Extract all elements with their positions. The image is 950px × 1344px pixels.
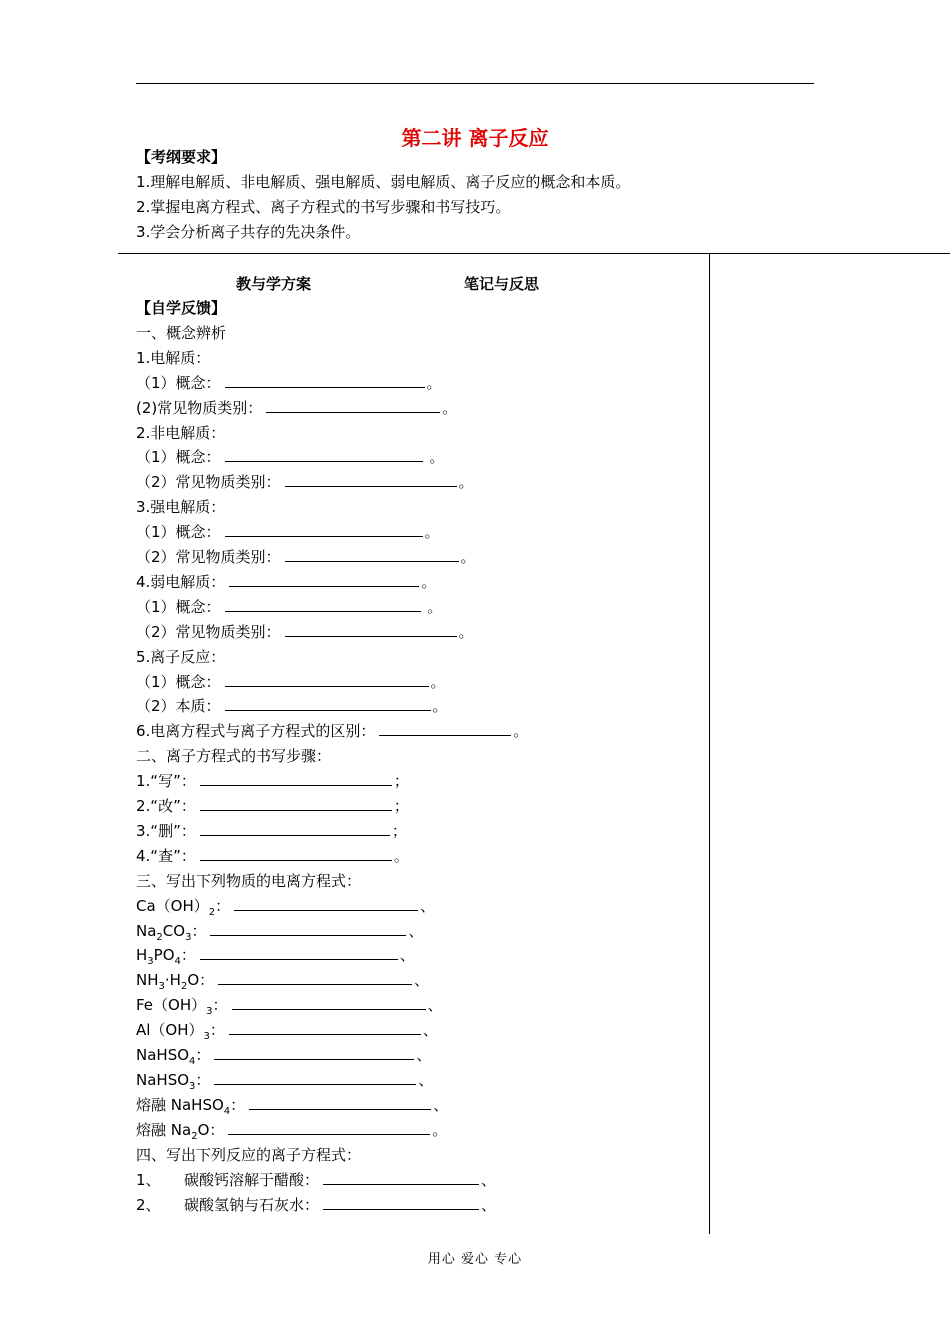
formula-part: 熔融 NaHSO bbox=[136, 1096, 224, 1114]
line-label: 碳酸氢钠与石灰水： bbox=[184, 1196, 320, 1214]
line-end: 。 bbox=[426, 374, 442, 392]
answer-blank[interactable] bbox=[200, 820, 390, 836]
requirement-item bbox=[136, 171, 630, 193]
concept-line bbox=[136, 372, 442, 394]
line-end: ； bbox=[391, 822, 407, 840]
formula-part: O： bbox=[197, 1121, 225, 1139]
line-end: 。 bbox=[424, 523, 440, 541]
line-label: 碳酸钙溶解于醋酸： bbox=[184, 1171, 320, 1189]
answer-blank[interactable] bbox=[266, 397, 440, 413]
line-end: 。 bbox=[424, 448, 445, 466]
section-heading bbox=[136, 1144, 361, 1166]
line-label: （1）概念： bbox=[136, 523, 221, 541]
formula-part: ： bbox=[195, 1046, 211, 1064]
line-label: （2）常见物质类别： bbox=[136, 548, 281, 566]
formula-subscript: 2 bbox=[156, 932, 163, 943]
section-heading-text: 三、写出下列物质的电离方程式： bbox=[136, 872, 362, 890]
line-end: 。 bbox=[430, 673, 446, 691]
requirement-item bbox=[136, 221, 360, 243]
line-end: 。 bbox=[422, 598, 443, 616]
answer-blank[interactable] bbox=[200, 795, 392, 811]
line-end: 。 bbox=[513, 722, 529, 740]
section-rule bbox=[118, 253, 950, 254]
reaction-number: 1、 bbox=[136, 1171, 161, 1189]
formula-part: NaHSO bbox=[136, 1071, 190, 1089]
answer-blank[interactable] bbox=[225, 446, 423, 462]
step-line bbox=[136, 770, 409, 792]
answer-blank[interactable] bbox=[214, 1069, 416, 1085]
formula-subscript: 3 bbox=[185, 932, 192, 943]
formula-part: PO bbox=[153, 946, 175, 964]
line-label: （2）常见物质类别： bbox=[136, 623, 281, 641]
formula-part: ： bbox=[230, 1096, 246, 1114]
formula-subscript: 3 bbox=[158, 981, 165, 992]
answer-blank[interactable] bbox=[225, 671, 429, 687]
answer-blank[interactable] bbox=[225, 372, 425, 388]
formula-part: ： bbox=[180, 946, 196, 964]
section-heading-text: 二、离子方程式的书写步骤： bbox=[136, 747, 332, 765]
concept-line bbox=[136, 471, 474, 493]
concept-line bbox=[136, 720, 528, 742]
answer-blank[interactable] bbox=[285, 621, 457, 637]
answer-blank[interactable] bbox=[225, 521, 423, 537]
line-end: 、 bbox=[399, 946, 415, 964]
step-line bbox=[136, 845, 409, 867]
line-end: 、 bbox=[481, 1196, 497, 1214]
requirement-text: 3.学会分析离子共存的先决条件。 bbox=[136, 223, 361, 241]
section-heading-text: 四、写出下列反应的离子方程式： bbox=[136, 1146, 362, 1164]
concept-line bbox=[136, 621, 474, 643]
requirement-item bbox=[136, 196, 510, 218]
line-label: 2.非电解质： bbox=[136, 424, 226, 442]
concept-line bbox=[136, 347, 210, 369]
concept-line bbox=[136, 646, 225, 668]
formula-part: Fe（OH） bbox=[136, 996, 207, 1014]
line-end: 。 bbox=[458, 623, 474, 641]
formula-subscript: 4 bbox=[174, 956, 181, 967]
formula-part: ： bbox=[215, 897, 231, 915]
line-label: （2）本质： bbox=[136, 697, 221, 715]
formula-part: Ca（OH） bbox=[136, 897, 209, 915]
formula-part: H bbox=[136, 946, 148, 964]
formula-subscript: 2 bbox=[180, 981, 188, 992]
formula-subscript: 3 bbox=[206, 1006, 213, 1017]
concept-line bbox=[136, 446, 444, 468]
line-label: （2）常见物质类别： bbox=[136, 473, 281, 491]
answer-blank[interactable] bbox=[200, 770, 392, 786]
answer-blank[interactable] bbox=[323, 1194, 479, 1210]
answer-blank[interactable] bbox=[323, 1169, 479, 1185]
line-end: 。 bbox=[458, 473, 474, 491]
line-label: 3.强电解质： bbox=[136, 498, 226, 516]
line-end: 。 bbox=[432, 1121, 448, 1139]
self-study-text: 【自学反馈】 bbox=[136, 299, 227, 317]
line-end: 。 bbox=[421, 573, 437, 591]
formula-part: ： bbox=[191, 922, 207, 940]
formula-part: Al（OH） bbox=[136, 1021, 204, 1039]
section-heading-text: 一、概念辨析 bbox=[136, 324, 227, 342]
line-end: 、 bbox=[414, 971, 430, 989]
section-heading bbox=[136, 870, 361, 892]
line-label: 5.离子反应： bbox=[136, 648, 226, 666]
formula-part: NaHSO bbox=[136, 1046, 190, 1064]
concept-line bbox=[136, 521, 440, 543]
line-label: 6.电离方程式与离子方程式的区别： bbox=[136, 722, 376, 740]
answer-blank[interactable] bbox=[285, 546, 459, 562]
concept-line bbox=[136, 571, 436, 593]
formula-part: ： bbox=[212, 996, 228, 1014]
line-end: 。 bbox=[442, 399, 458, 417]
formula-part: Na bbox=[136, 922, 157, 940]
page-footer: 用心 爱心 专心 bbox=[427, 1252, 523, 1267]
answer-blank[interactable] bbox=[232, 994, 426, 1010]
requirements-heading bbox=[136, 146, 226, 168]
header-rule bbox=[136, 83, 814, 84]
formula-subscript: 3 bbox=[147, 956, 154, 967]
reaction-line bbox=[136, 1169, 496, 1191]
concept-line bbox=[136, 496, 225, 518]
answer-blank[interactable] bbox=[228, 1119, 430, 1135]
concept-line bbox=[136, 596, 442, 618]
column-head-right: 笔记与反思 bbox=[464, 275, 540, 293]
formula-part: 熔融 Na bbox=[136, 1121, 192, 1139]
line-end: ； bbox=[393, 797, 409, 815]
concept-line bbox=[136, 397, 457, 419]
concept-line bbox=[136, 695, 448, 717]
answer-blank[interactable] bbox=[285, 471, 457, 487]
column-head-left: 教与学方案 bbox=[236, 275, 312, 293]
answer-blank[interactable] bbox=[379, 720, 511, 736]
line-end: 、 bbox=[433, 1096, 449, 1114]
column-divider bbox=[709, 254, 710, 1234]
requirement-text: 2.掌握电离方程式、离子方程式的书写步骤和书写技巧。 bbox=[136, 198, 511, 216]
requirement-text: 1.理解电解质、非电解质、强电解质、弱电解质、离子反应的概念和本质。 bbox=[136, 173, 631, 191]
requirements-heading-text: 【考纲要求】 bbox=[136, 148, 227, 166]
answer-blank[interactable] bbox=[225, 596, 421, 612]
formula-part: NH bbox=[136, 971, 159, 989]
line-end: 、 bbox=[427, 996, 443, 1014]
line-label: 1.电解质： bbox=[136, 349, 211, 367]
answer-blank[interactable] bbox=[229, 1019, 421, 1035]
line-label: (2)常见物质类别： bbox=[136, 399, 263, 417]
answer-blank[interactable] bbox=[249, 1094, 431, 1110]
formula-subscript: 4 bbox=[223, 1106, 231, 1117]
answer-blank[interactable] bbox=[214, 1044, 414, 1060]
answer-blank[interactable] bbox=[210, 920, 406, 936]
line-label: 3.“删”： bbox=[136, 822, 196, 840]
formula-subscript: 2 bbox=[191, 1131, 198, 1142]
line-label: （1）概念： bbox=[136, 673, 221, 691]
line-end: 。 bbox=[460, 548, 476, 566]
answer-blank[interactable] bbox=[218, 969, 412, 985]
line-end: 、 bbox=[416, 1046, 432, 1064]
line-label: 4.“查”： bbox=[136, 847, 196, 865]
formula-part: ： bbox=[195, 1071, 211, 1089]
reaction-number: 2、 bbox=[136, 1196, 161, 1214]
formula-part: O： bbox=[187, 971, 215, 989]
line-end: 、 bbox=[418, 1071, 434, 1089]
line-end: 、 bbox=[420, 897, 436, 915]
formula-subscript: 2 bbox=[208, 907, 216, 918]
section-heading bbox=[136, 322, 226, 344]
line-end: 、 bbox=[408, 922, 424, 940]
line-label: （1）概念： bbox=[136, 598, 221, 616]
answer-blank[interactable] bbox=[225, 695, 431, 711]
concept-line bbox=[136, 671, 446, 693]
line-label: （1）概念： bbox=[136, 448, 221, 466]
answer-blank[interactable] bbox=[229, 571, 419, 587]
step-line bbox=[136, 820, 407, 842]
reaction-line bbox=[136, 1194, 496, 1216]
line-label: （1）概念： bbox=[136, 374, 221, 392]
answer-blank[interactable] bbox=[200, 845, 392, 861]
formula-part: ·H bbox=[164, 971, 181, 989]
line-label: 4.弱电解质： bbox=[136, 573, 226, 591]
answer-blank[interactable] bbox=[234, 895, 418, 911]
formula-subscript: 3 bbox=[189, 1081, 196, 1092]
step-line bbox=[136, 795, 409, 817]
line-label: 1.“写”： bbox=[136, 772, 196, 790]
line-end: 、 bbox=[422, 1021, 438, 1039]
line-end: 、 bbox=[481, 1171, 497, 1189]
line-end: 。 bbox=[432, 697, 448, 715]
answer-blank[interactable] bbox=[200, 944, 398, 960]
section-heading bbox=[136, 745, 331, 767]
formula-part: CO bbox=[162, 922, 186, 940]
concept-line bbox=[136, 422, 225, 444]
concept-line bbox=[136, 546, 476, 568]
line-end: ； bbox=[393, 772, 409, 790]
formula-subscript: 4 bbox=[189, 1056, 196, 1067]
line-end: 。 bbox=[393, 847, 409, 865]
formula-subscript: 3 bbox=[203, 1031, 210, 1042]
line-label: 2.“改”： bbox=[136, 797, 196, 815]
self-study-heading bbox=[136, 297, 226, 319]
formula-part: ： bbox=[209, 1021, 225, 1039]
page-title: 第二讲 离子反应 bbox=[401, 126, 549, 150]
